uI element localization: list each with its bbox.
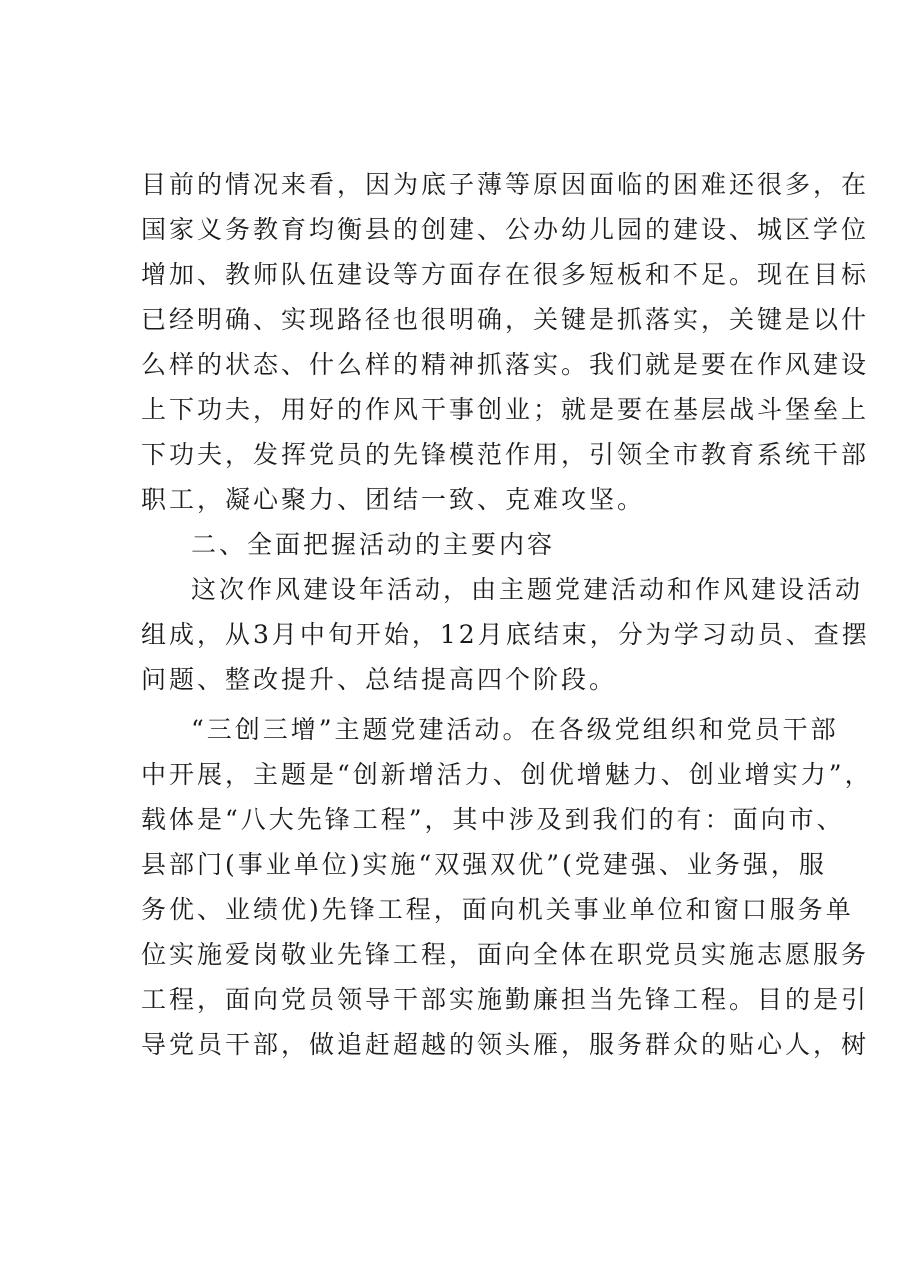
paragraph-line: 县部门(事业单位)实施“双强双优”(党建强、业务强，服 xyxy=(141,850,827,879)
paragraph-line: 上下功夫，用好的作风干事创业；就是要在基层战斗堡垒上 xyxy=(141,395,870,424)
paragraph-line: 工程，面向党员领导干部实施勤廉担当先锋工程。目的是引 xyxy=(141,985,870,1014)
paragraph-line: 下功夫，发挥党员的先锋模范作用，引领全市教育系统干部 xyxy=(141,440,870,469)
paragraph-line: 国家义务教育均衡县的创建、公办幼儿园的建设、城区学位 xyxy=(141,215,870,244)
paragraph-line: 务优、业绩优)先锋工程，面向机关事业单位和窗口服务单 xyxy=(141,895,854,924)
document-body xyxy=(141,162,873,1067)
paragraph-line: 导党员干部，做追赶超越的领头雁，服务群众的贴心人，树 xyxy=(141,1030,870,1059)
paragraph-line: 问题、整改提升、总结提高四个阶段。 xyxy=(141,665,618,694)
paragraph-line: 增加、教师队伍建设等方面存在很多短板和不足。现在目标 xyxy=(141,260,870,289)
paragraph-line: 中开展，主题是“创新增活力、创优增魅力、创业增实力”， xyxy=(141,760,873,789)
paragraph-line: 载体是“八大先锋工程”，其中涉及到我们的有：面向市、 xyxy=(141,805,845,834)
section-heading: 二、全面把握活动的主要内容 xyxy=(191,530,556,559)
paragraph-line: 么样的状态、什么样的精神抓落实。我们就是要在作风建设 xyxy=(141,350,870,379)
paragraph-line: 位实施爱岗敬业先锋工程，面向全体在职党员实施志愿服务 xyxy=(141,940,870,969)
paragraph-line: 职工，凝心聚力、团结一致、克难攻坚。 xyxy=(141,485,646,514)
paragraph-line: 这次作风建设年活动，由主题党建活动和作风建设活动 xyxy=(191,575,864,604)
paragraph-line: 目前的情况来看，因为底子薄等原因面临的困难还很多，在 xyxy=(141,170,870,199)
paragraph-line: “三创三增”主题党建活动。在各级党组织和党员干部 xyxy=(191,715,839,744)
paragraph-line: 组成，从3月中旬开始，12月底结束，分为学习动员、查摆 xyxy=(141,620,870,649)
paragraph-line: 已经明确、实现路径也很明确，关键是抓落实，关键是以什 xyxy=(141,305,870,334)
